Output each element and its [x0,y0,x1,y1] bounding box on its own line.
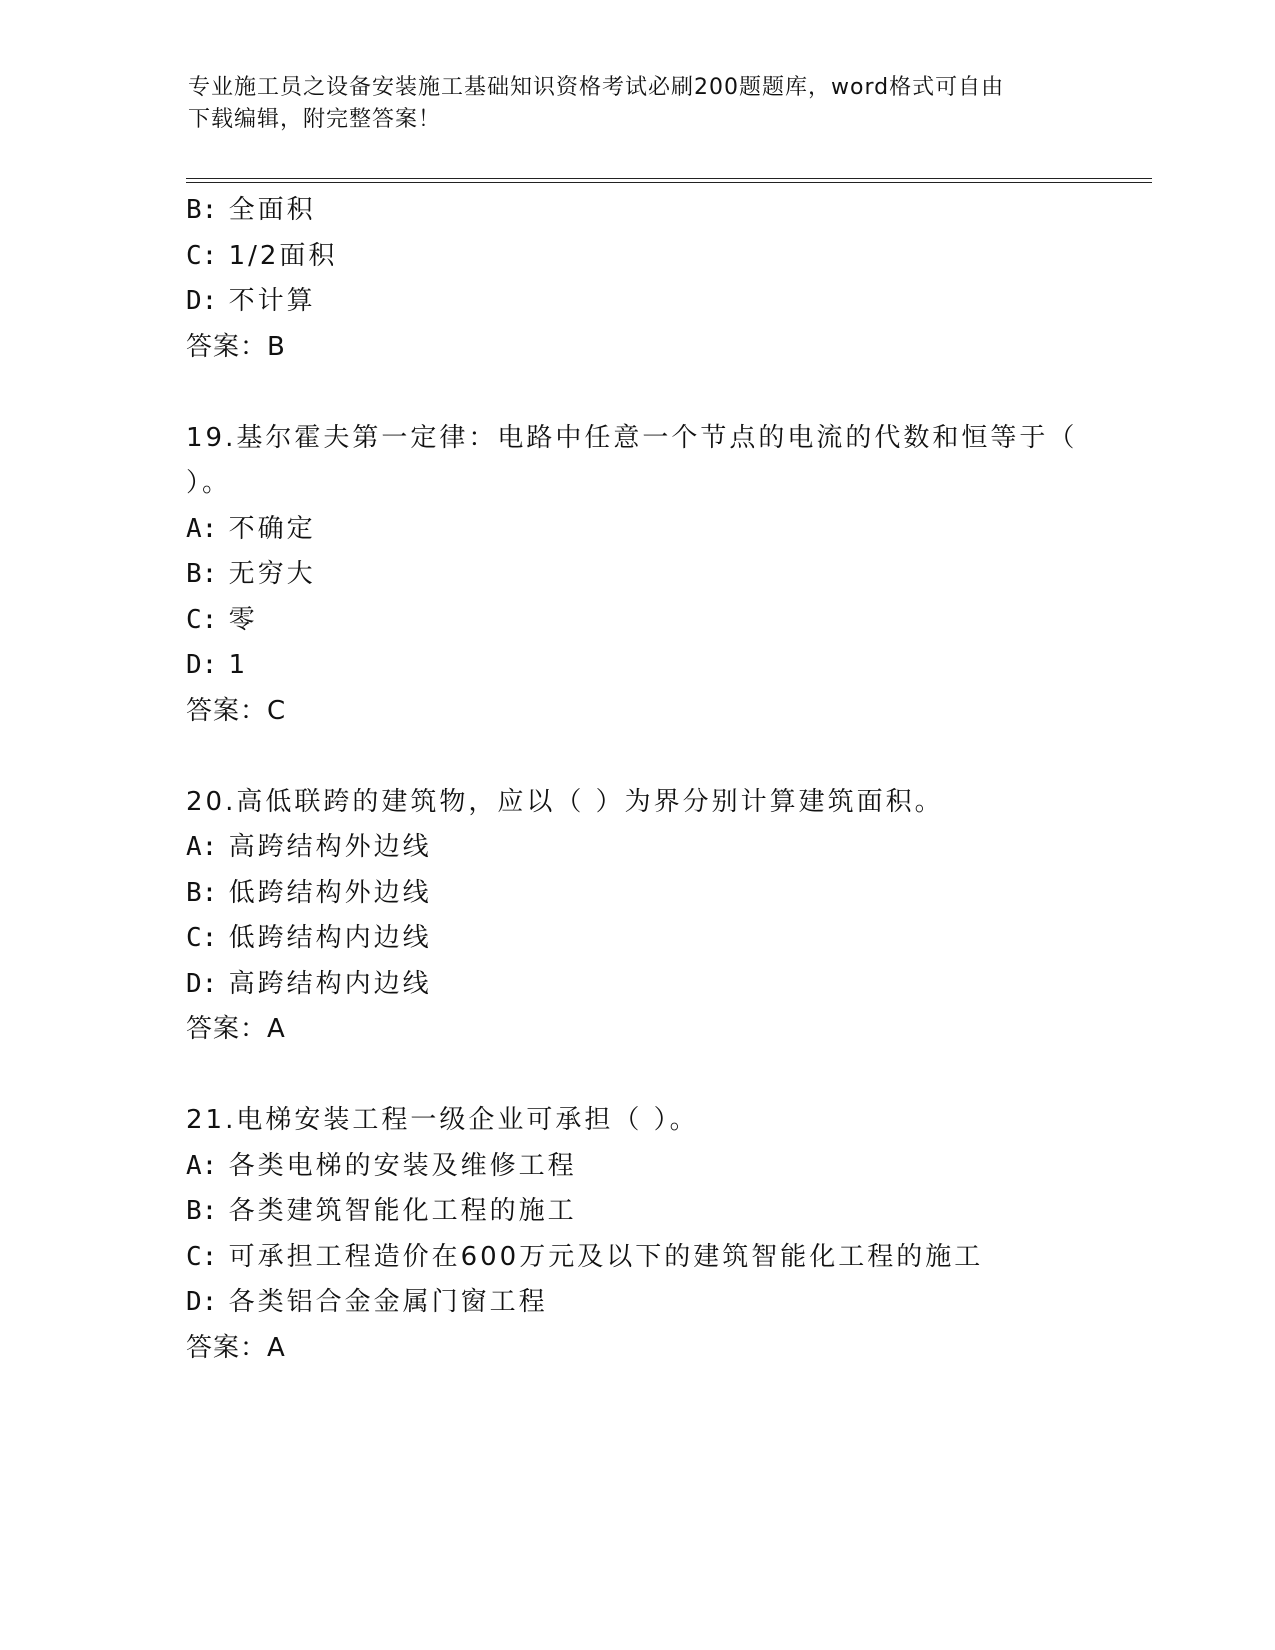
answer: 答案：A [186,1014,286,1044]
question-21 [186,1098,1086,1371]
option-b: B: 各类建筑智能化工程的施工 [186,1196,577,1226]
header-line-1: 专业施工员之设备安装施工基础知识资格考试必刷200题题库，word格式可自由 [188,75,1005,100]
question-20 [186,780,1086,1053]
document-header [188,72,1088,136]
option-a: A: 高跨结构外边线 [186,832,432,862]
option-d: D: 1 [186,650,249,680]
option-a: A: 各类电梯的安装及维修工程 [186,1150,577,1181]
option-b: B: 低跨结构外边线 [186,877,432,908]
question-text-line-1: 20.高低联跨的建筑物，应以（ ）为界分别计算建筑面积。 [186,786,944,817]
question-text-line-1: 19.基尔霍夫第一定律：电路中任意一个节点的电流的代数和恒等于（ [186,422,1078,453]
header-line-2: 下载编辑，附完整答案！ [188,107,442,132]
answer: 答案：B [186,331,286,362]
option-c: C: 低跨结构内边线 [186,923,432,953]
option-a: A: 不确定 [186,513,316,544]
question-text-line-2: ）。 [186,468,232,498]
option-b: B: 全面积 [186,195,316,225]
option-c: C: 零 [186,604,258,635]
answer: 答案：A [186,1332,286,1363]
question-18-tail [186,188,1086,370]
option-d: D: 各类铝合金金属门窗工程 [186,1287,548,1317]
header-divider [186,178,1152,183]
question-list [186,188,1086,1371]
option-b: B: 无穷大 [186,559,316,589]
option-d: D: 不计算 [186,286,316,316]
question-19 [186,416,1086,735]
answer: 答案：C [186,695,287,726]
question-text-line-1: 21.电梯安装工程一级企业可承担（ ）。 [186,1105,699,1135]
option-c: C: 1/2面积 [186,240,338,271]
option-c: C: 可承担工程造价在600万元及以下的建筑智能化工程的施工 [186,1241,984,1272]
option-d: D: 高跨结构内边线 [186,968,432,999]
